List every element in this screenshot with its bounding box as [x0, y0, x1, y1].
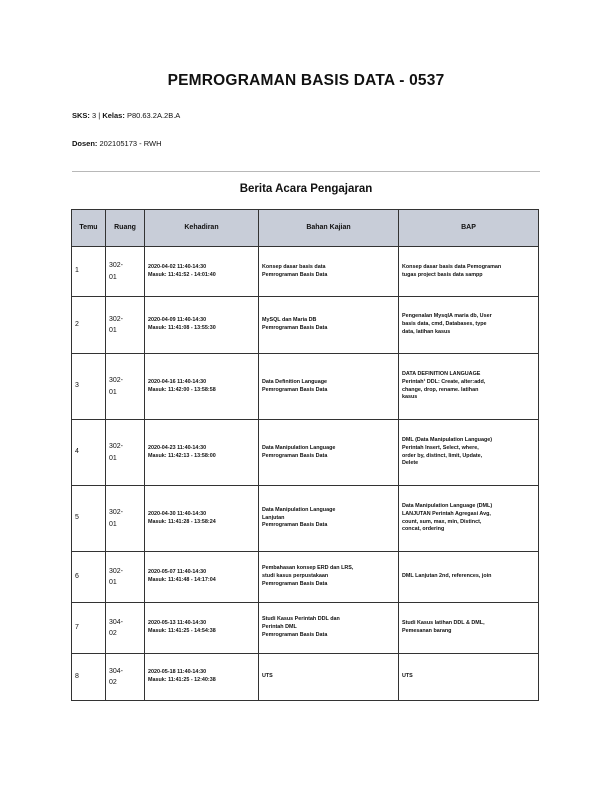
- cell-kehadiran: 2020-04-23 11:40-14:30 Masuk: 11:42:13 - 13:58:00: [145, 420, 259, 486]
- dosen-value: 202105173 - RWH: [99, 139, 162, 148]
- cell-bahan-kajian: Data Manipulation Language Lanjutan Pemrograman Basis Data: [259, 486, 399, 552]
- cell-bap: DML Lanjutan 2nd, references, join: [399, 552, 539, 603]
- cell-ruang: 304- 02: [106, 654, 145, 701]
- table-row: [72, 420, 539, 486]
- cell-ruang: 302- 01: [106, 297, 145, 354]
- cell-kehadiran: 2020-05-18 11:40-14:30 Masuk: 11:41:25 - 12:40:38: [145, 654, 259, 701]
- cell-ruang: 302- 01: [106, 420, 145, 486]
- column-header-bahan-kajian: Bahan Kajian: [259, 210, 399, 247]
- cell-kehadiran: 2020-04-02 11:40-14:30 Masuk: 11:41:52 - 14:01:40: [145, 247, 259, 297]
- cell-bahan-kajian: UTS: [259, 654, 399, 701]
- cell-temu: 5: [72, 486, 106, 552]
- sks-value: 3: [92, 111, 97, 120]
- table-row: [72, 552, 539, 603]
- cell-ruang: 302- 01: [106, 354, 145, 420]
- cell-bap: DML (Data Manipulation Language) Perintah Insert, Select, where, order by, distinct, limit, Update, Delete: [399, 420, 539, 486]
- teaching-report-table: [71, 209, 539, 701]
- cell-bahan-kajian: Konsep dasar basis data Pemrograman Basis Data: [259, 247, 399, 297]
- cell-kehadiran: 2020-05-07 11:40-14:30 Masuk: 11:41:48 - 14:17:04: [145, 552, 259, 603]
- divider: [72, 171, 540, 172]
- cell-bap: Data Manipulation Language (DML) LANJUTAN Perintah Agregasi Avg, count, sum, max, min, Distinct, concat, ordering: [399, 486, 539, 552]
- cell-temu: 1: [72, 247, 106, 297]
- cell-temu: 8: [72, 654, 106, 701]
- column-header-temu: Temu: [72, 210, 106, 247]
- cell-bahan-kajian: MySQL dan Maria DB Pemrograman Basis Data: [259, 297, 399, 354]
- cell-ruang: 302- 01: [106, 247, 145, 297]
- cell-bap: UTS: [399, 654, 539, 701]
- cell-bahan-kajian: Data Manipulation Language Pemrograman Basis Data: [259, 420, 399, 486]
- table-header-row: [72, 210, 539, 247]
- sks-label: SKS:: [72, 111, 90, 120]
- section-title: Berita Acara Pengajaran: [239, 183, 373, 195]
- separator: |: [98, 111, 101, 120]
- course-meta-line: [72, 111, 180, 120]
- table-row: [72, 297, 539, 354]
- cell-kehadiran: 2020-04-30 11:40-14:30 Masuk: 11:41:28 - 13:58:24: [145, 486, 259, 552]
- cell-kehadiran: 2020-04-16 11:40-14:30 Masuk: 11:42:00 - 13:58:58: [145, 354, 259, 420]
- cell-bahan-kajian: Studi Kasus Perintah DDL dan Perintah DML Pemrograman Basis Data: [259, 603, 399, 654]
- kelas-value: P80.63.2A.2B.A: [126, 111, 181, 120]
- table-row: [72, 603, 539, 654]
- cell-bap: DATA DEFINITION LANGUAGE Perintah¹ DDL: Create, alter:add, change, drop, rename. latihan kasus: [399, 354, 539, 420]
- cell-bap: Studi Kasus latihan DDL & DML, Pemesanan barang: [399, 603, 539, 654]
- cell-bap: Pengenalan MysqlA maria db, User basis data, cmd, Databases, type data, latihan kasus: [399, 297, 539, 354]
- cell-ruang: 302- 01: [106, 486, 145, 552]
- table-row: [72, 247, 539, 297]
- cell-bahan-kajian: Data Definition Language Pemrograman Basis Data: [259, 354, 399, 420]
- table-row: [72, 486, 539, 552]
- cell-temu: 4: [72, 420, 106, 486]
- cell-bahan-kajian: Pembahasan konsep ERD dan LRS, studi kasus perpustakaan Pemrograman Basis Data: [259, 552, 399, 603]
- cell-temu: 2: [72, 297, 106, 354]
- cell-temu: 7: [72, 603, 106, 654]
- page-title: PEMROGRAMAN BASIS DATA - 0537: [167, 72, 445, 89]
- kelas-label: Kelas:: [102, 111, 125, 120]
- cell-temu: 3: [72, 354, 106, 420]
- table-row: [72, 354, 539, 420]
- cell-temu: 6: [72, 552, 106, 603]
- cell-kehadiran: 2020-04-09 11:40-14:30 Masuk: 11:41:08 - 13:55:30: [145, 297, 259, 354]
- cell-ruang: 302- 01: [106, 552, 145, 603]
- column-header-bap: BAP: [399, 210, 539, 247]
- column-header-kehadiran: Kehadiran: [145, 210, 259, 247]
- cell-ruang: 304- 02: [106, 603, 145, 654]
- column-header-ruang: Ruang: [106, 210, 145, 247]
- cell-kehadiran: 2020-05-13 11:40-14:30 Masuk: 11:41:25 - 14:54:38: [145, 603, 259, 654]
- lecturer-line: [72, 139, 162, 148]
- dosen-label: Dosen:: [72, 139, 98, 148]
- table-row: [72, 654, 539, 701]
- cell-bap: Konsep dasar basis data Pemograman tugas project basis data sampp: [399, 247, 539, 297]
